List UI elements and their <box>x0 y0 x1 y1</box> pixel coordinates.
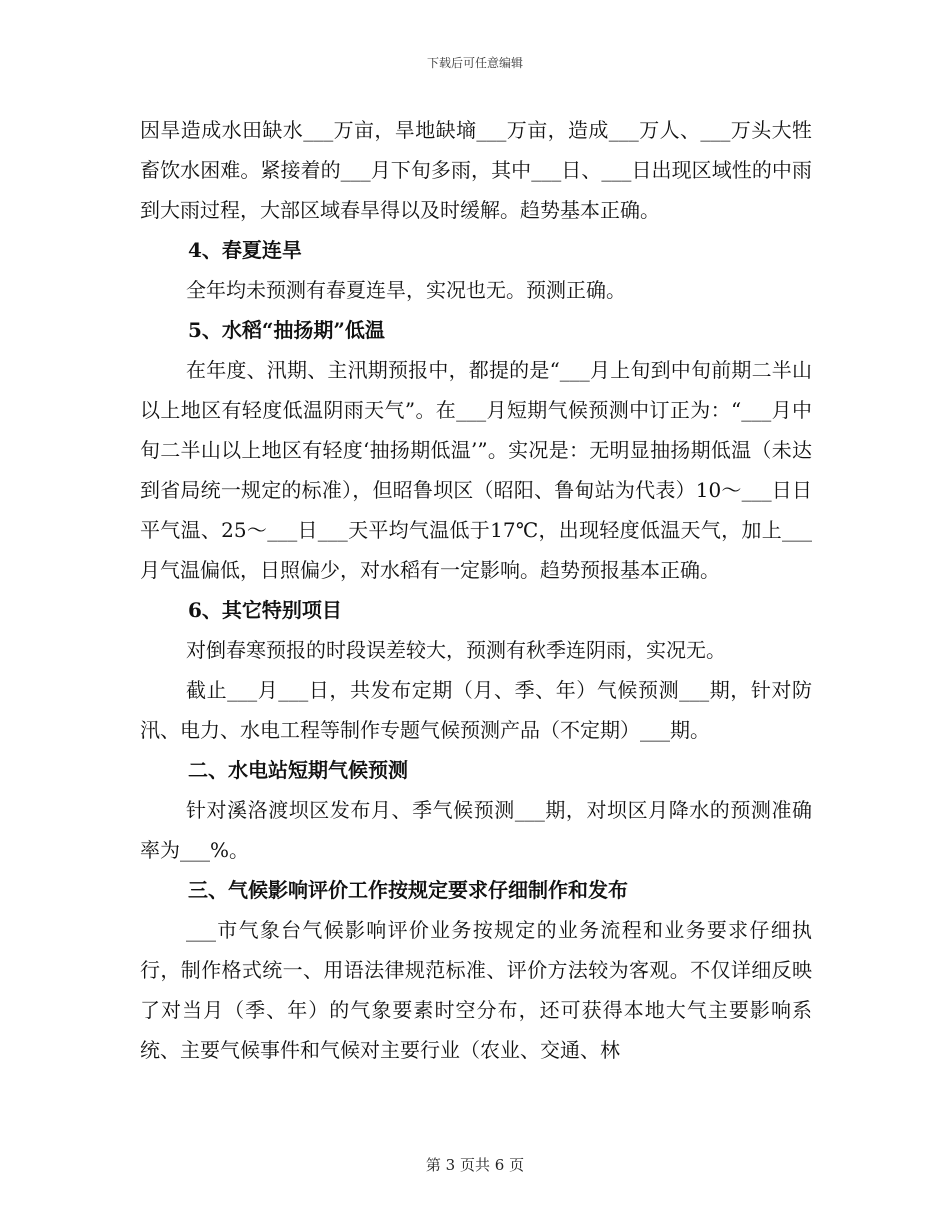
heading-climate-impact-evaluation: 三、气候影响评价工作按规定要求仔细制作和发布 <box>188 878 628 902</box>
heading-other-special-items: 6、其它特别项目 <box>188 598 342 622</box>
document-body <box>140 110 812 1070</box>
heading-hydropower-forecast: 二、水电站短期气候预测 <box>188 758 408 782</box>
paragraph-forecast-counts: 截止___月___日，共发布定期（月、季、年）气候预测___期，针对防汛、电力、水电工程等制作专题气候预测产品（不定期）___期。 <box>140 678 812 742</box>
heading-rice-low-temperature: 5、水稻“抽扬期”低温 <box>188 318 385 342</box>
paragraph-climate-impact-evaluation: ___市气象台气候影响评价业务按规定的业务流程和业务要求仔细执行，制作格式统一、用语法律规范标准、评价方法较为客观。不仅详细反映了对当月（季、年）的气象要素时空分布，还可获得本地大气主要影响系统、主要气候事件和气候对主要行业（农业、交通、林 <box>140 918 812 1062</box>
paragraph-drought-impact: 因旱造成水田缺水___万亩，旱地缺墒___万亩，造成___万人、___万头大牲畜饮水困难。紧接着的___月下旬多雨，其中___日、___日出现区域性的中雨到大雨过程，大部区域春旱得以及时缓解。趋势基本正确。 <box>140 118 812 222</box>
paragraph-hydropower-forecast: 针对溪洛渡坝区发布月、季气候预测___期，对坝区月降水的预测准确率为___%。 <box>140 798 812 862</box>
page-header: 下载后可任意编辑 <box>426 56 523 70</box>
paragraph-spring-summer-drought: 全年均未预测有春夏连旱，实况也无。预测正确。 <box>186 278 626 302</box>
heading-spring-summer-drought: 4、春夏连旱 <box>188 238 302 262</box>
paragraph-late-spring-cold: 对倒春寒预报的时段误差较大，预测有秋季连阴雨，实况无。 <box>186 638 726 662</box>
page-footer: 第 3 页共 6 页 <box>425 1156 525 1174</box>
paragraph-rice-low-temperature: 在年度、汛期、主汛期预报中，都提的是“___月上旬到中旬前期二半山以上地区有轻度低温阴雨天气”。在___月短期气候预测中订正为：“___月中旬二半山以上地区有轻度‘抽扬期低温’”。实况是：无明显抽扬期低温（未达到省局统一规定的标准），但昭鲁坝区（昭阳、鲁甸站为代表）10～___日日平气温、25～___日___天平均气温低于17℃，出现轻度低温天气，加上___月气温偏低，日照偏少，对水稻有一定影响。趋势预报基本正确。 <box>140 358 812 582</box>
